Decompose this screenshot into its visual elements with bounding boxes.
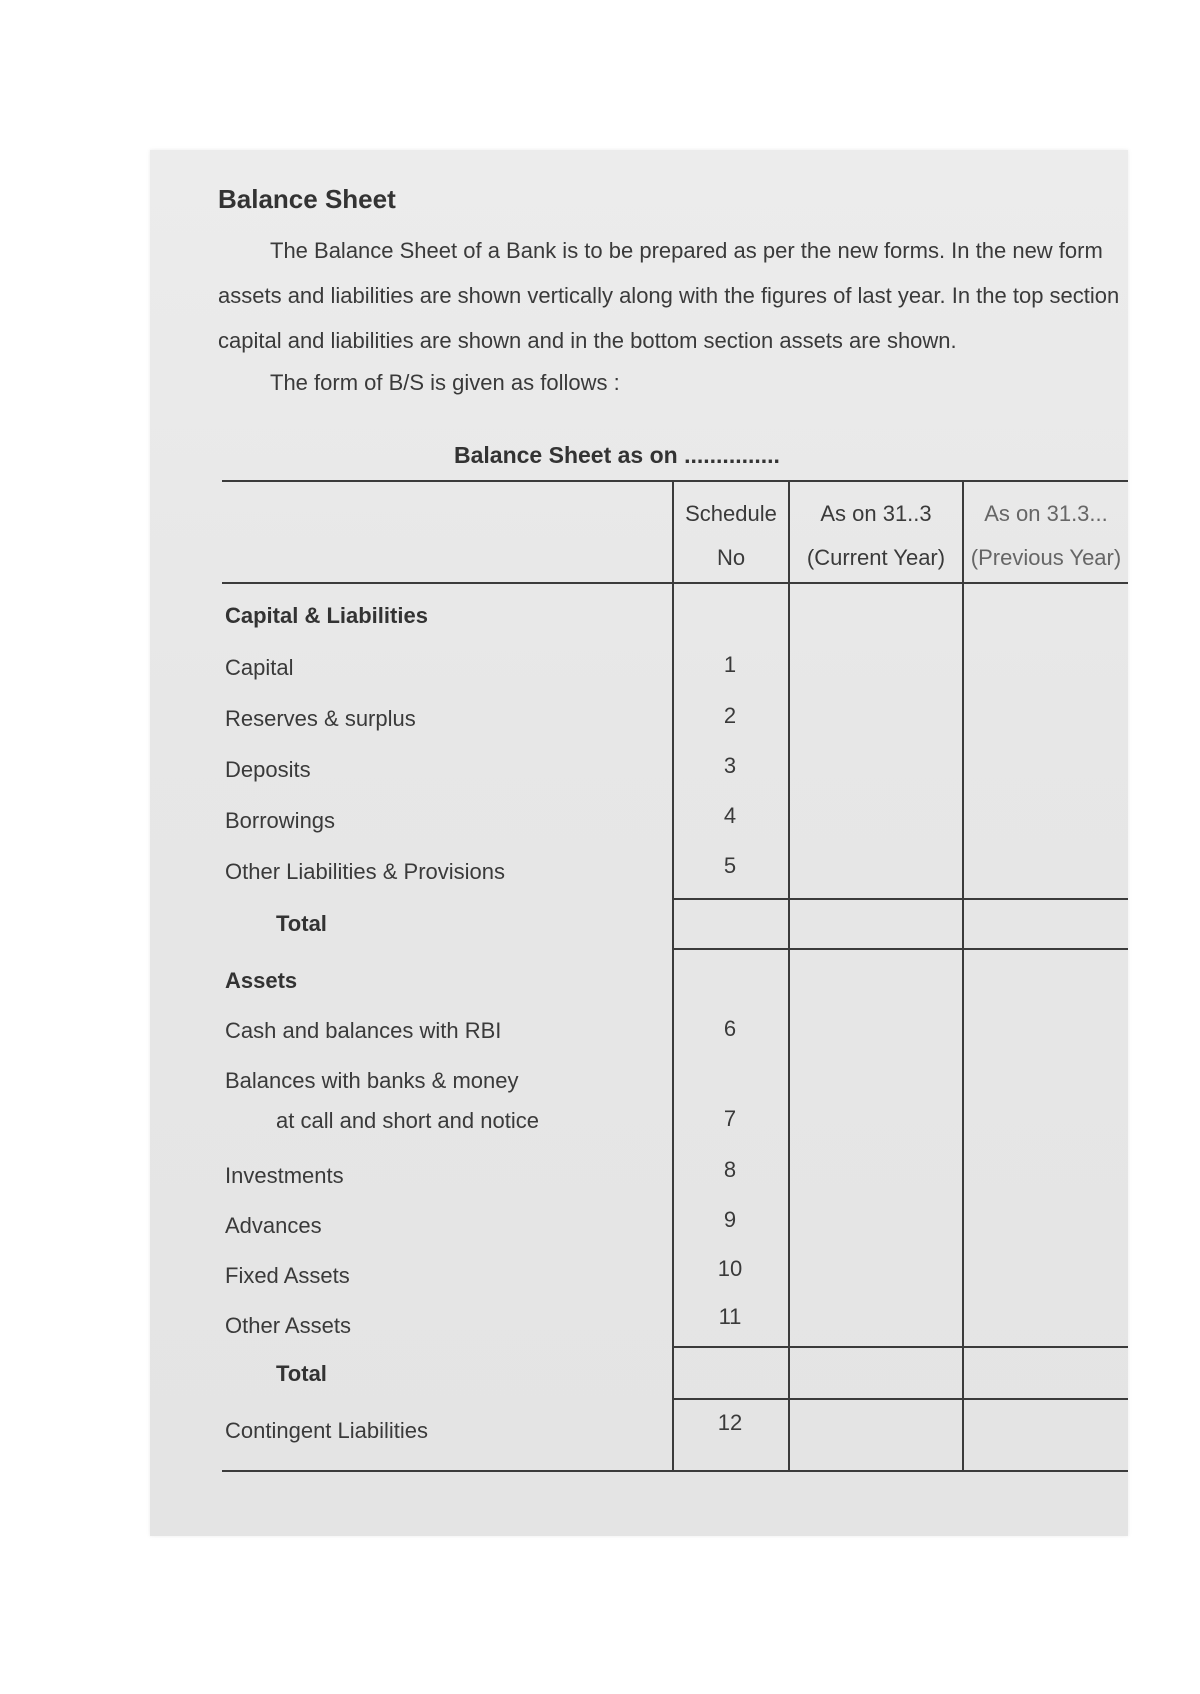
schedule-number: 12 (717, 1410, 743, 1435)
paragraph-line: capital and liabilities are shown and in the bottom section assets are shown. (218, 328, 957, 353)
liabilities-total-top-rule (672, 898, 1128, 900)
form-intro: The form of B/S is given as follows : (270, 370, 620, 395)
row-label-cash-rbi: Cash and balances with RBI (225, 1018, 502, 1043)
row-label-borrowings: Borrowings (225, 808, 336, 833)
row-label-liabilities-total: Total (276, 911, 327, 936)
assets-total-bottom-rule (672, 1398, 1128, 1400)
row-label-fixed-assets: Fixed Assets (225, 1263, 350, 1288)
table-top-rule (222, 480, 1128, 482)
row-label-call-notice: at call and short and notice (276, 1108, 539, 1133)
intro-paragraph (218, 228, 1130, 363)
liabilities-total-bottom-rule (672, 948, 1128, 950)
previous-year-column-rule (962, 480, 964, 1470)
schedule-number: 1 (723, 652, 737, 677)
table-bottom-rule (222, 1470, 1128, 1472)
schedule-number: 6 (723, 1016, 737, 1041)
schedule-number: 9 (723, 1207, 737, 1232)
row-label-capital: Capital (225, 655, 294, 680)
row-label-contingent: Contingent Liabilities (225, 1418, 429, 1443)
row-label-deposits: Deposits (225, 757, 311, 782)
schedule-number: 5 (723, 853, 737, 878)
schedule-number: 4 (723, 803, 737, 828)
previous-year-header: As on 31.3... (Previous Year) (970, 501, 1122, 570)
schedule-number: 8 (723, 1157, 737, 1182)
row-label-assets: Assets (225, 968, 298, 993)
row-label-reserves: Reserves & surplus (225, 706, 416, 731)
row-label-other-liabilities: Other Liabilities & Provisions (225, 859, 506, 884)
assets-total-top-rule (672, 1346, 1128, 1348)
balance-sheet-title: Balance Sheet as on ............... (454, 442, 780, 468)
row-label-other-assets: Other Assets (225, 1313, 351, 1338)
paragraph-line: The Balance Sheet of a Bank is to be prepared as per the new forms. In the new form (270, 238, 1103, 263)
header-bottom-rule (222, 582, 1128, 584)
current-year-header: As on 31..3 (Current Year) (806, 501, 946, 570)
row-label-assets-total: Total (276, 1361, 327, 1386)
current-year-column-rule (788, 480, 790, 1470)
row-label-advances: Advances (225, 1213, 322, 1238)
paragraph-line: assets and liabilities are shown vertically along with the figures of last year. In the top section (218, 283, 1120, 308)
schedule-no-header: Schedule No (685, 501, 777, 570)
row-label-investments: Investments (225, 1163, 344, 1188)
page-heading: Balance Sheet (218, 184, 396, 214)
schedule-number: 11 (718, 1304, 742, 1329)
schedule-number: 3 (723, 753, 737, 778)
schedule-number: 10 (717, 1256, 743, 1281)
schedule-number: 2 (723, 703, 737, 728)
schedule-number: 7 (723, 1106, 737, 1131)
row-label-balances-banks: Balances with banks & money (225, 1068, 519, 1093)
row-label-capital-liabilities: Capital & Liabilities (225, 603, 428, 628)
